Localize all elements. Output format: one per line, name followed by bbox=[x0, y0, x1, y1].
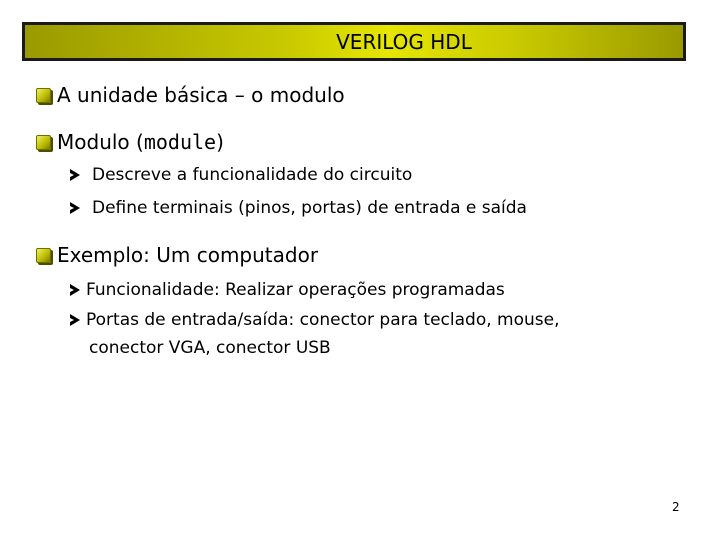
module-keyword: module bbox=[143, 130, 217, 154]
sub-bullet-functionality-example bbox=[70, 280, 505, 300]
bullet-text: Exemplo: Um computador bbox=[57, 243, 319, 267]
sub-bullet-ports-continued bbox=[89, 338, 331, 358]
arrow-bullet-icon bbox=[70, 202, 80, 214]
arrow-bullet-icon bbox=[70, 169, 80, 181]
sub-bullet-ports bbox=[70, 310, 560, 330]
page-number: 2 bbox=[672, 500, 680, 514]
bullet-example bbox=[36, 243, 318, 267]
bullet-text-prefix: Modulo ( bbox=[57, 130, 144, 154]
sub-bullet-text: Descreve a funcionalidade do circuito bbox=[92, 165, 413, 185]
bullet-basic-unit bbox=[36, 83, 345, 107]
bullet-text-suffix: ) bbox=[216, 130, 224, 154]
square-bullet-icon bbox=[36, 248, 51, 263]
sub-bullet-text: Define terminais (pinos, portas) de entrada e saída bbox=[92, 198, 527, 218]
sub-bullet-text: Funcionalidade: Realizar operações programadas bbox=[86, 280, 505, 300]
sub-bullet-functionality bbox=[70, 165, 412, 185]
sub-bullet-text: Portas de entrada/saída: conector para teclado, mouse, bbox=[86, 310, 560, 330]
sub-bullet-text: conector VGA, conector USB bbox=[89, 338, 331, 358]
arrow-bullet-icon bbox=[70, 284, 80, 296]
arrow-bullet-icon bbox=[70, 314, 80, 326]
sub-bullet-terminals bbox=[70, 198, 527, 218]
slide-title: VERILOG HDL bbox=[336, 29, 472, 54]
bullet-module bbox=[36, 130, 224, 154]
slide-title-bar bbox=[22, 22, 686, 61]
square-bullet-icon bbox=[36, 88, 51, 103]
square-bullet-icon bbox=[36, 135, 51, 150]
bullet-text: A unidade básica – o modulo bbox=[57, 83, 345, 107]
